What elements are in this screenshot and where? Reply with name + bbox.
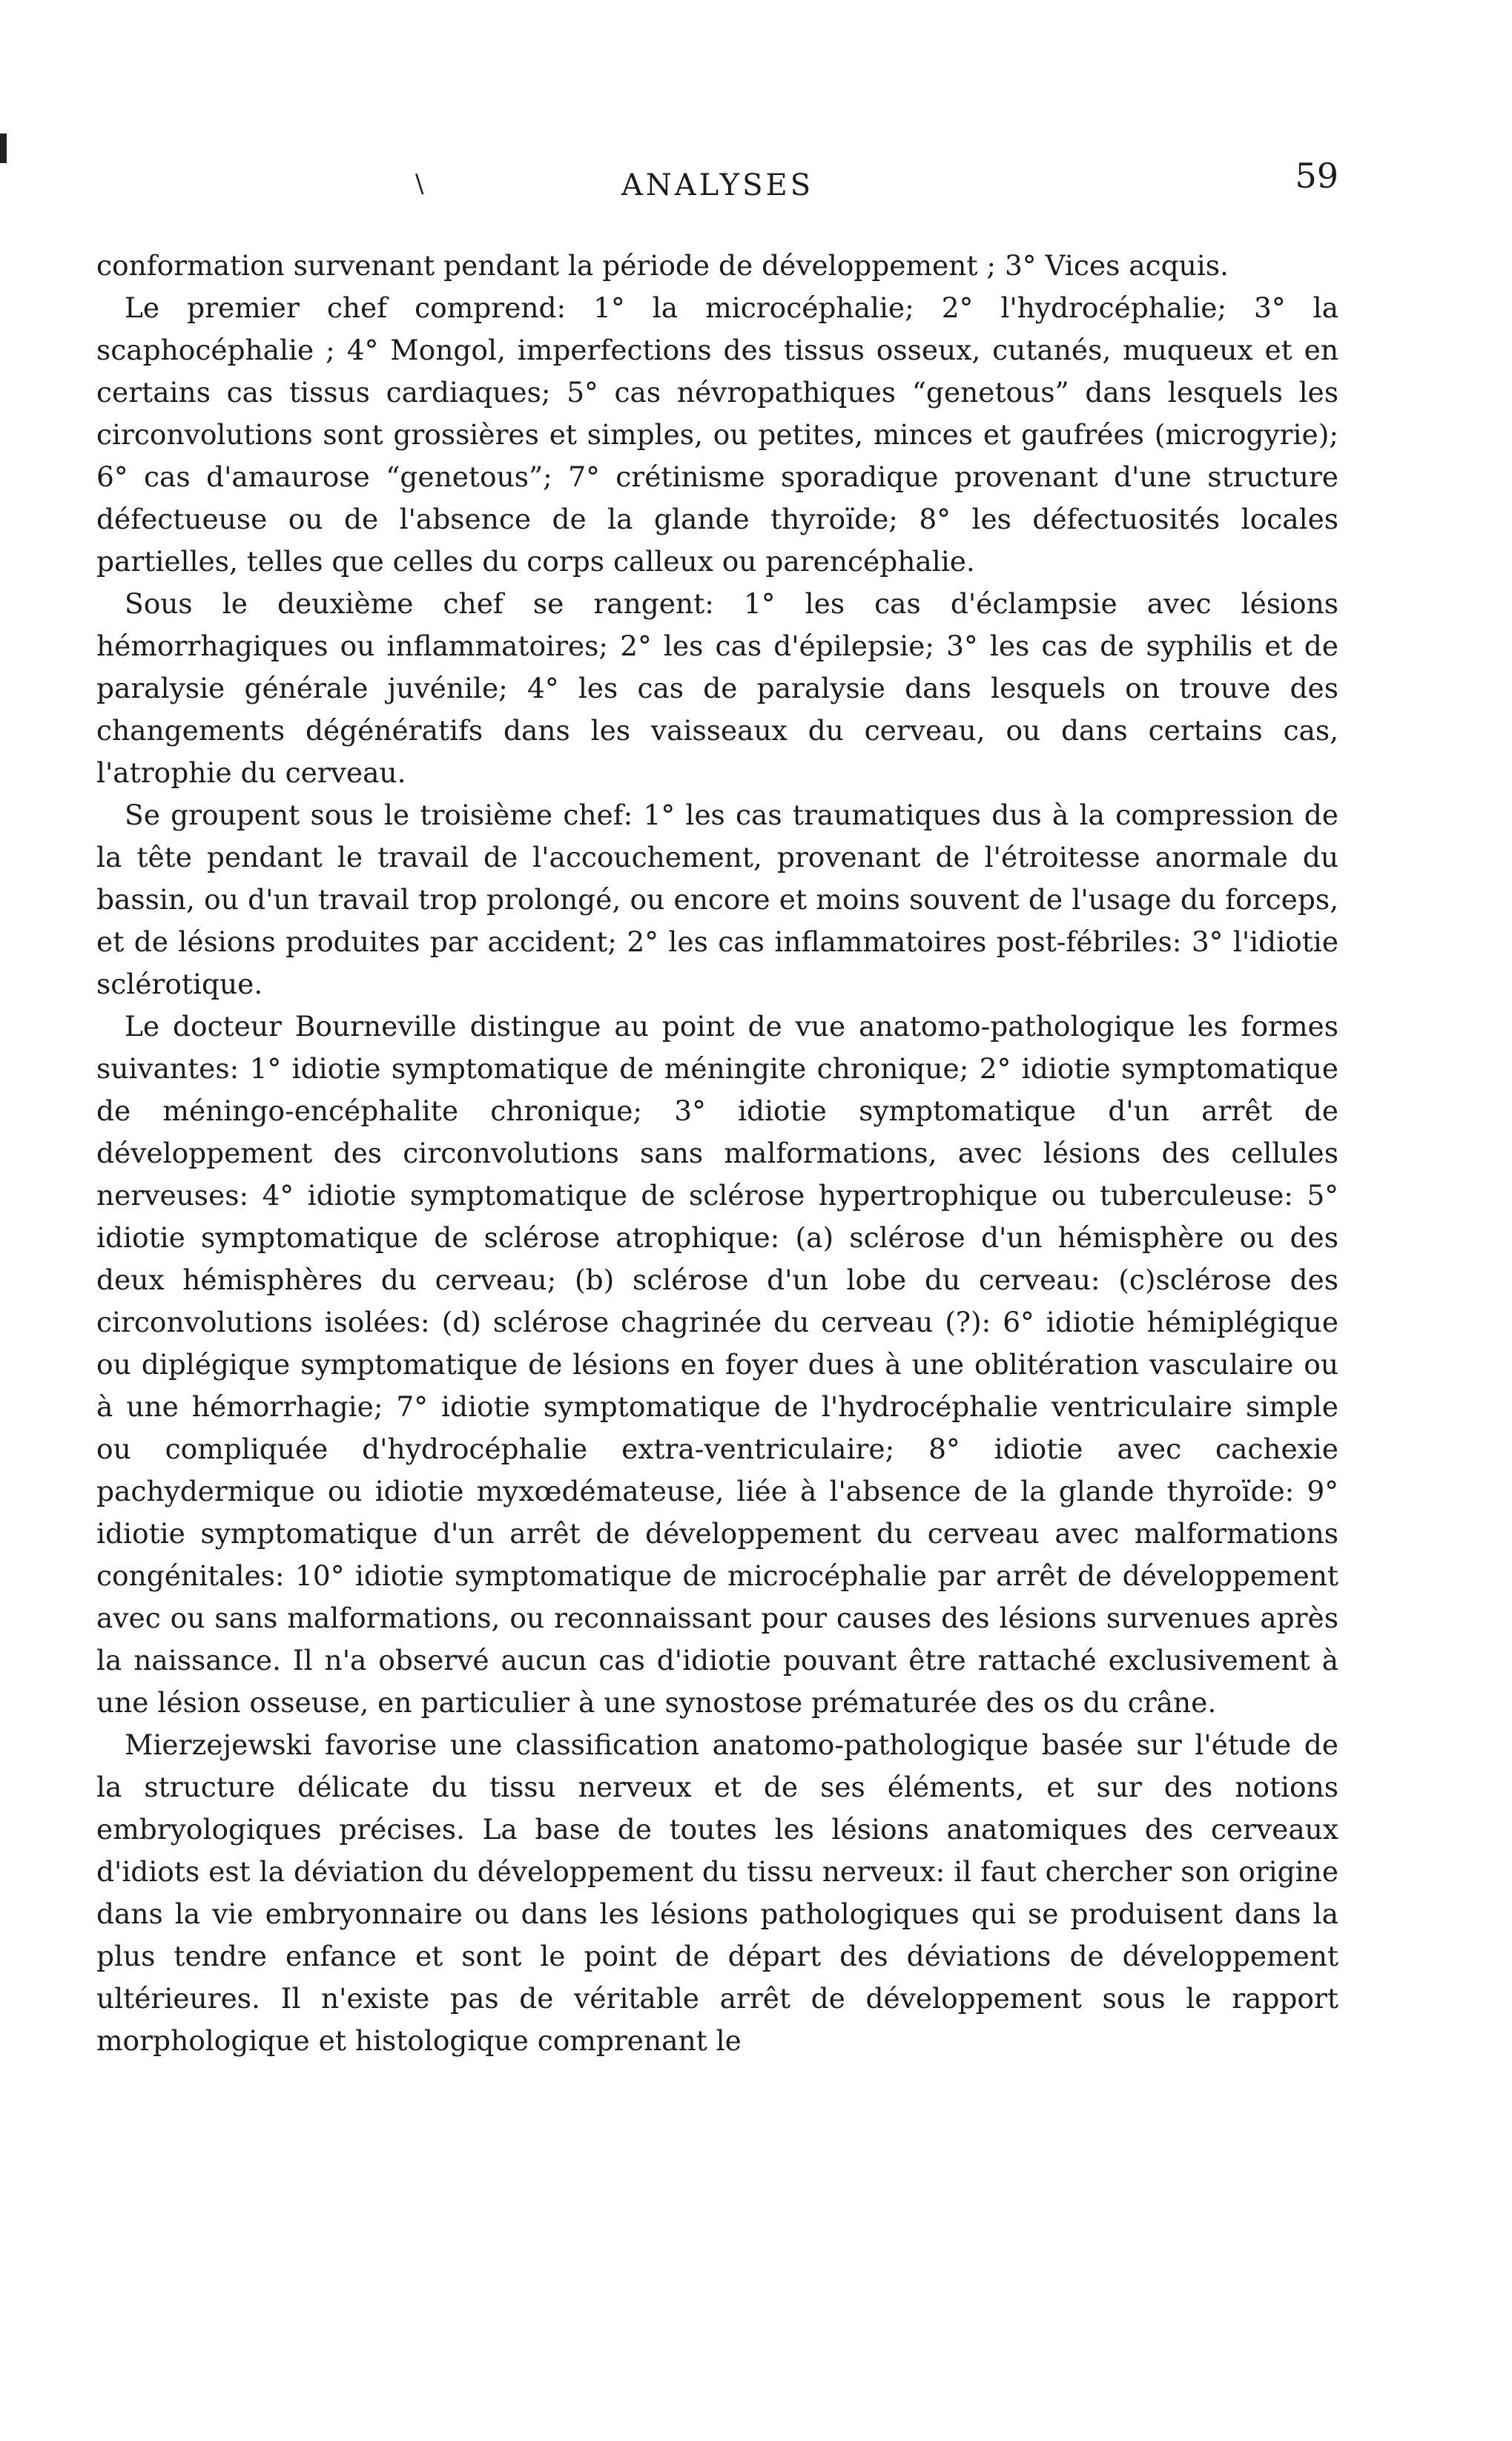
- header-mark: \: [415, 169, 424, 199]
- running-header: [96, 156, 1338, 215]
- paragraph-troisieme-chef: Se groupent sous le troisième chef: 1° les cas traumatiques dus à la compression de la tête pendant le travail de l'accouchement, provenant de l'étroitesse anormale du bassin, ou d'un travail trop prolongé, ou encore et moins souvent de l'usage du forceps, et de lésions produites par accident; 2° les cas inflammatoires post-fébriles: 3° l'idiotie sclérotique.: [96, 799, 1338, 1000]
- running-title: ANALYSES: [621, 168, 814, 202]
- document-page: [96, 156, 1338, 2062]
- paragraph-deuxieme-chef: Sous le deuxième chef se rangent: 1° les cas d'éclampsie avec lésions hémorrhagiques ou inflammatoires; 2° les cas d'épilepsie; 3° les cas de syphilis et de paralysie générale juvénile; 4° les cas de paralysie dans lesquels on trouve des changements dégénératifs dans les vaisseaux du cerveau, ou dans certains cas, l'atrophie du cerveau.: [96, 587, 1338, 789]
- page-number: 59: [1295, 156, 1338, 196]
- paragraph-mierzejewski: Mierzejewski favorise une classification anatomo-pathologique basée sur l'étude de la structure délicate du tissu nerveux et de ses éléments, et sur des notions embryologiques précises. La base de toutes les lésions anatomiques des cerveaux d'idiots est la déviation du développement du tissu nerveux: il faut chercher son origine dans la vie embryonnaire ou dans les lésions pathologiques qui se produisent dans la plus tendre enfance et sont le point de départ des déviations de développement ultérieures. Il n'existe pas de véritable arrêt de développement sous le rapport morphologique et histologique comprenant le: [96, 1728, 1338, 2057]
- scan-edge-mark: [0, 133, 7, 163]
- body-text: [96, 245, 1338, 2062]
- paragraph-premier-chef: Le premier chef comprend: 1° la microcéphalie; 2° l'hydrocéphalie; 3° la scaphocéphalie ; 4° Mongol, imperfections des tissus osseux, cutanés, muqueux et en certains cas tissus cardiaques; 5° cas névropathiques “genetous” dans lesquels les circonvolutions sont grossières et simples, ou petites, minces et gaufrées (microgyrie); 6° cas d'amaurose “genetous”; 7° crétinisme sporadique provenant d'une structure défectueuse ou de l'absence de la glande thyroïde; 8° les défectuosités locales partielles, telles que celles du corps calleux ou parencéphalie.: [96, 291, 1338, 578]
- paragraph-continuation: conformation survenant pendant la période de développement ; 3° Vices acquis.: [96, 249, 1229, 282]
- paragraph-bourneville: Le docteur Bourneville distingue au point de vue anatomo-pathologique les formes suivantes: 1° idiotie symptomatique de méningite chronique; 2° idiotie symptomatique de méningo-encéphalite chronique; 3° idiotie symptomatique d'un arrêt de développement des circonvolutions sans malformations, avec lésions des cellules nerveuses: 4° idiotie symptomatique de sclérose hypertrophique ou tuberculeuse: 5° idiotie symptomatique de sclérose atrophique: (a) sclérose d'un hémisphère ou des deux hémisphères du cerveau; (b) sclérose d'un lobe du cerveau: (c)sclérose des circonvolutions isolées: (d) sclérose chagrinée du cerveau (?): 6° idiotie hémiplégique ou diplégique symptomatique de lésions en foyer dues à une oblitération vasculaire ou à une hémorrhagie; 7° idiotie symptomatique de l'hydrocéphalie ventriculaire simple ou compliquée d'hydrocéphalie extra-ventriculaire; 8° idiotie avec cachexie pachydermique ou idiotie myxœdémateuse, liée à l'absence de la glande thyroïde: 9° idiotie symptomatique d'un arrêt de développement du cerveau avec malformations congénitales: 10° idiotie symptomatique de microcéphalie par arrêt de développement avec ou sans malformations, ou reconnaissant pour causes des lésions survenues après la naissance. Il n'a observé aucun cas d'idiotie pouvant être rattaché exclusivement à une lésion osseuse, en particulier à une synostose prématurée des os du crâne.: [96, 1010, 1338, 1719]
